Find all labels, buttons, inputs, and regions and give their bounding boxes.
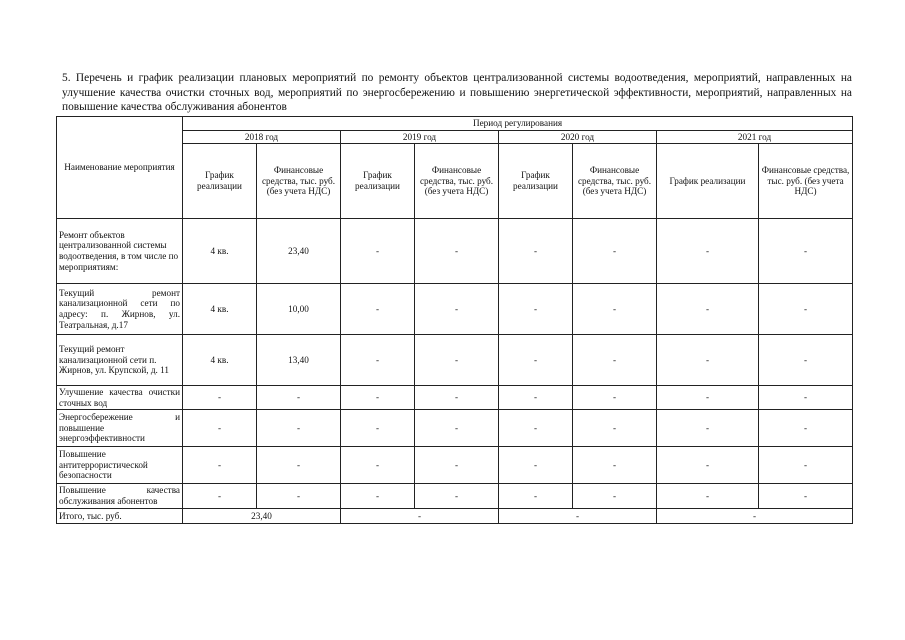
table-cell: - bbox=[183, 410, 257, 447]
table-row bbox=[57, 447, 853, 484]
header-schedule-2018: График реализации bbox=[183, 144, 257, 219]
total-2018: 23,40 bbox=[183, 509, 341, 524]
table-cell: 10,00 bbox=[257, 284, 341, 335]
table-cell: - bbox=[499, 447, 573, 484]
table-cell: - bbox=[573, 410, 657, 447]
header-schedule-2021: График реализации bbox=[657, 144, 759, 219]
table-cell: - bbox=[415, 386, 499, 410]
table-cell: - bbox=[341, 447, 415, 484]
header-finance-2019: Финансовые средства, тыс. руб. (без учета НДС) bbox=[415, 144, 499, 219]
table-cell: - bbox=[657, 219, 759, 284]
table-row bbox=[57, 386, 853, 410]
total-row bbox=[57, 509, 853, 524]
header-year-2019: 2019 год bbox=[341, 131, 499, 144]
table-cell: - bbox=[573, 484, 657, 509]
table-row bbox=[57, 284, 853, 335]
table-cell: - bbox=[257, 447, 341, 484]
table-cell: - bbox=[759, 284, 853, 335]
table-cell: - bbox=[499, 335, 573, 386]
table-cell: - bbox=[759, 447, 853, 484]
table-cell: - bbox=[573, 219, 657, 284]
table-cell: 4 кв. bbox=[183, 335, 257, 386]
table-cell: - bbox=[657, 410, 759, 447]
total-2021: - bbox=[657, 509, 853, 524]
table-cell: - bbox=[499, 219, 573, 284]
table-cell: - bbox=[657, 386, 759, 410]
header-schedule-2019: График реализации bbox=[341, 144, 415, 219]
table-cell: 4 кв. bbox=[183, 284, 257, 335]
table-cell: - bbox=[257, 386, 341, 410]
header-year-2020: 2020 год bbox=[499, 131, 657, 144]
table-row bbox=[57, 484, 853, 509]
table-cell: 4 кв. bbox=[183, 219, 257, 284]
total-label: Итого, тыс. руб. bbox=[57, 509, 183, 524]
table-cell: - bbox=[573, 284, 657, 335]
table-cell: - bbox=[573, 386, 657, 410]
table-cell: - bbox=[759, 410, 853, 447]
table-cell: - bbox=[499, 386, 573, 410]
row-measure-name: Улучшение качества очистки сточных вод bbox=[57, 386, 183, 410]
table-cell: - bbox=[341, 284, 415, 335]
table-cell: - bbox=[499, 284, 573, 335]
header-measure-name: Наименование мероприятия bbox=[57, 117, 183, 219]
header-finance-2021: Финансовые средства, тыс. руб. (без учета НДС) bbox=[759, 144, 853, 219]
table-cell: - bbox=[415, 484, 499, 509]
table-cell: - bbox=[759, 335, 853, 386]
measures-schedule-table bbox=[56, 116, 853, 524]
table-cell: - bbox=[415, 410, 499, 447]
row-measure-name: Повышение антитеррористической безопасности bbox=[57, 447, 183, 484]
table-cell: - bbox=[415, 219, 499, 284]
table-cell: - bbox=[499, 410, 573, 447]
total-2020: - bbox=[499, 509, 657, 524]
row-measure-name: Текущий ремонт канализационной сети п. Жирнов, ул. Крупской, д. 11 bbox=[57, 335, 183, 386]
table-cell: - bbox=[257, 410, 341, 447]
header-regulation-period: Период регулирования bbox=[183, 117, 853, 131]
header-year-2018: 2018 год bbox=[183, 131, 341, 144]
row-measure-name: Ремонт объектов централизованной системы водоотведения, в том числе по мероприятиям: bbox=[57, 219, 183, 284]
table-cell: - bbox=[341, 335, 415, 386]
table-cell: - bbox=[341, 410, 415, 447]
section-heading-paragraph: 5. Перечень и график реализации плановых мероприятий по ремонту объектов централизованной системы водоотведения, мероприятий, направленных на улучшение качества очистки сточных вод, мероприятий по энергосбережению и повышению энергетической эффективности, мероприятий, направленных на повышение качества обслуживания абонентов bbox=[62, 72, 852, 114]
table-cell: - bbox=[759, 219, 853, 284]
table-cell: - bbox=[657, 335, 759, 386]
table-row bbox=[57, 335, 853, 386]
row-measure-name: Повышение качества обслуживания абонентов bbox=[57, 484, 183, 509]
table-row bbox=[57, 410, 853, 447]
table-cell: - bbox=[759, 386, 853, 410]
table-cell: - bbox=[657, 484, 759, 509]
row-measure-name: Текущий ремонт канализационной сети по адресу: п. Жирнов, ул. Театральная, д.17 bbox=[57, 284, 183, 335]
table-cell: - bbox=[183, 447, 257, 484]
header-schedule-2020: График реализации bbox=[499, 144, 573, 219]
table-cell: - bbox=[341, 484, 415, 509]
table-cell: 13,40 bbox=[257, 335, 341, 386]
total-2019: - bbox=[341, 509, 499, 524]
table-cell: - bbox=[415, 447, 499, 484]
table-cell: - bbox=[759, 484, 853, 509]
table-cell: - bbox=[183, 386, 257, 410]
table-row bbox=[57, 219, 853, 284]
row-measure-name: Энергосбережение и повышение энергоэффективности bbox=[57, 410, 183, 447]
table-cell: - bbox=[341, 219, 415, 284]
header-finance-2020: Финансовые средства, тыс. руб. (без учета НДС) bbox=[573, 144, 657, 219]
header-finance-2018: Финансовые средства, тыс. руб. (без учета НДС) bbox=[257, 144, 341, 219]
table-cell: - bbox=[499, 484, 573, 509]
table-cell: - bbox=[341, 386, 415, 410]
table-cell: - bbox=[257, 484, 341, 509]
table-cell: - bbox=[415, 284, 499, 335]
table-cell: - bbox=[183, 484, 257, 509]
table-cell: - bbox=[415, 335, 499, 386]
table-cell: - bbox=[657, 284, 759, 335]
table-cell: - bbox=[573, 447, 657, 484]
table-cell: - bbox=[657, 447, 759, 484]
table-cell: - bbox=[573, 335, 657, 386]
header-year-2021: 2021 год bbox=[657, 131, 853, 144]
table-cell: 23,40 bbox=[257, 219, 341, 284]
